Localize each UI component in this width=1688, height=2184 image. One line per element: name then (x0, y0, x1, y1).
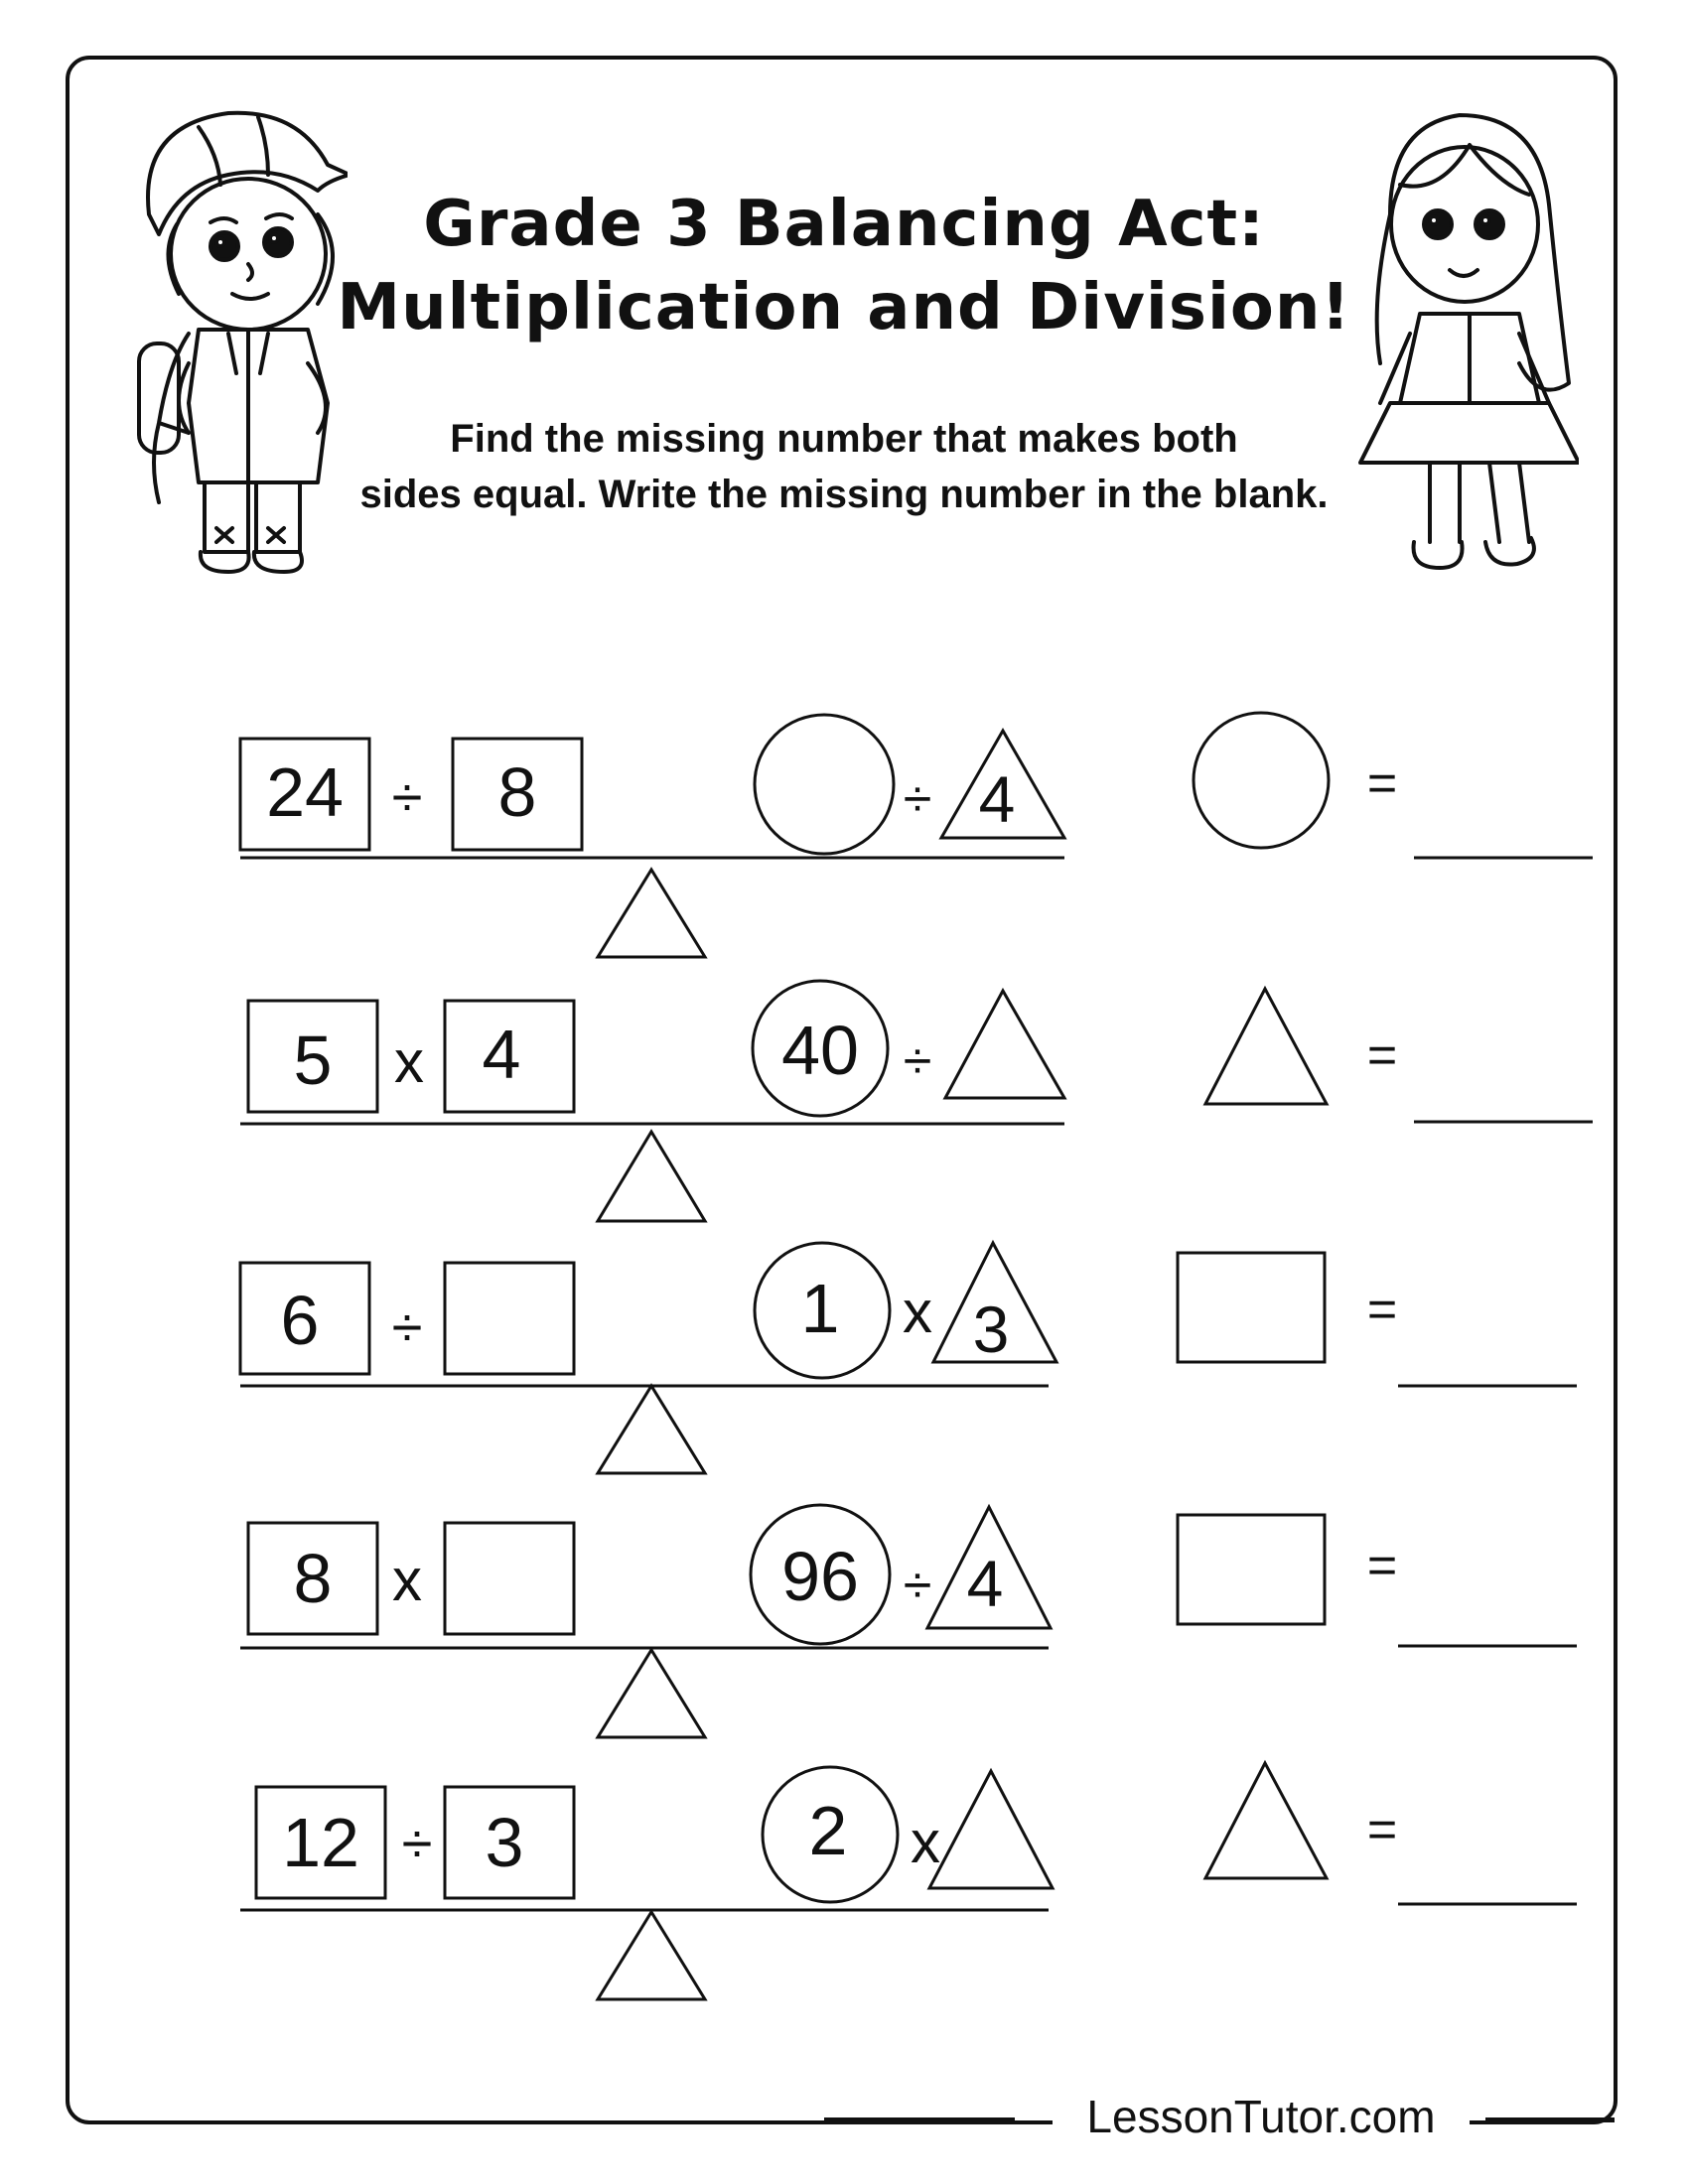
right-triangle-value: 4 (966, 1547, 1004, 1620)
fulcrum-triangle (598, 870, 705, 957)
fulcrum-triangle (598, 1912, 705, 1999)
worksheet-title-line1: Grade 3 Balancing Act: (423, 188, 1265, 261)
problem-5 (240, 1763, 1577, 1999)
right-triangle-value: 3 (972, 1293, 1010, 1366)
left-value-b: 8 (497, 753, 537, 831)
right-circle-value: 2 (808, 1792, 848, 1869)
left-value-a: 24 (266, 753, 344, 831)
instructions-line1: Find the missing number that makes both (450, 417, 1238, 461)
left-value-a: 5 (293, 1022, 333, 1099)
left-value-a: 8 (293, 1540, 333, 1617)
left-value-a: 6 (280, 1282, 320, 1359)
right-operator: ÷ (903, 1032, 932, 1090)
left-operator: ÷ (391, 765, 423, 828)
footer-divider-left (824, 2117, 1015, 2122)
answer-triangle-shape (1205, 1763, 1327, 1878)
equals-sign: = (1366, 1026, 1398, 1084)
right-operator: x (903, 1279, 932, 1345)
equals-sign: = (1366, 1801, 1398, 1858)
answer-circle-shape (1194, 713, 1329, 848)
left-operator: x (394, 1028, 424, 1095)
problem-1 (240, 713, 1593, 957)
left-operator: ÷ (401, 1812, 433, 1874)
left-operator: x (392, 1547, 422, 1613)
problem-4 (240, 1505, 1577, 1737)
left-box-b (445, 1263, 574, 1374)
right-operator: ÷ (903, 770, 932, 828)
footer-divider-right (1485, 2117, 1615, 2122)
problem-3 (240, 1243, 1577, 1473)
right-circle (755, 715, 894, 854)
left-value-a: 12 (282, 1804, 359, 1881)
equals-sign: = (1366, 754, 1398, 812)
problem-2 (240, 981, 1593, 1221)
fulcrum-triangle (598, 1386, 705, 1473)
footer-site-label[interactable]: LessonTutor.com (1053, 2091, 1470, 2142)
answer-square-shape (1178, 1253, 1325, 1362)
left-box-b (445, 1523, 574, 1634)
right-circle-value: 96 (781, 1538, 859, 1615)
left-value-b: 4 (482, 1016, 521, 1093)
right-circle-value: 40 (781, 1012, 859, 1089)
right-triangle (945, 991, 1064, 1098)
left-value-b: 3 (485, 1804, 524, 1881)
answer-square-shape (1178, 1515, 1325, 1624)
right-triangle (929, 1771, 1053, 1888)
left-operator: ÷ (391, 1296, 423, 1358)
worksheet-title-line2: Multiplication and Division! (337, 271, 1351, 344)
instructions-line2: sides equal. Write the missing number in the blank. (359, 473, 1329, 516)
right-circle-value: 1 (800, 1270, 840, 1347)
equals-sign: = (1366, 1281, 1398, 1338)
right-operator: x (911, 1809, 940, 1875)
fulcrum-triangle (598, 1650, 705, 1737)
fulcrum-triangle (598, 1132, 705, 1221)
right-triangle-value: 4 (978, 762, 1016, 836)
answer-triangle-shape (1205, 989, 1327, 1104)
equals-sign: = (1366, 1537, 1398, 1594)
right-operator: ÷ (903, 1557, 932, 1614)
